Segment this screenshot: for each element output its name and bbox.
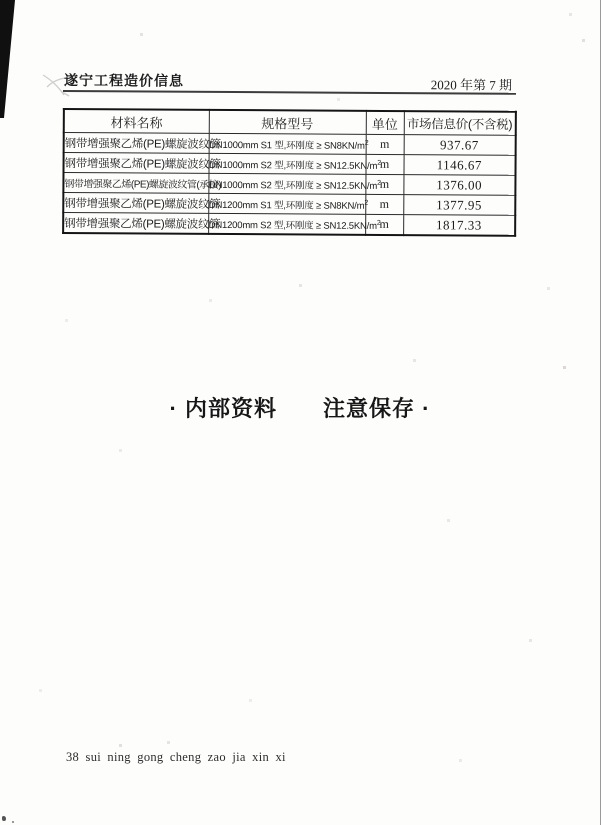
spec-cell	[208, 153, 381, 174]
column-header-price: 市场信息价(不含税)	[404, 111, 516, 135]
unit-cell: m	[365, 194, 403, 214]
material-name-cell: 钢带增强聚乙烯(PE)螺旋波纹管	[63, 193, 208, 214]
column-header-unit: 单位	[366, 111, 404, 135]
scan-speck	[12, 821, 14, 823]
spec-text: DN1000mm S2 型,环刚度 ≥ SN12.5KN/m	[209, 159, 378, 172]
table-row	[63, 193, 515, 216]
unit-cell: m	[365, 214, 403, 235]
price-cell: 1376.00	[403, 175, 515, 196]
unit-cell: m	[365, 154, 403, 174]
material-name-cell: 钢带增强聚乙烯(PE)螺旋波纹管	[64, 133, 209, 154]
spec-text: DN1200mm S1 型,环刚度 ≥ SN8KN/m	[208, 199, 365, 212]
table-row	[64, 133, 516, 156]
table-row	[63, 213, 515, 236]
spec-text: DN1000mm S2 型,环刚度 ≥ SN12.5KN/m	[208, 179, 378, 192]
spec-cell	[208, 173, 381, 194]
material-name-cell: 钢带增强聚乙烯(PE)螺旋波纹管	[63, 213, 208, 234]
spec-text: DN1200mm S2 型,环刚度 ≥ SN12.5KN/m	[208, 219, 377, 232]
material-name-cell: 钢带增强聚乙烯(PE)螺旋波纹管(承接)	[63, 173, 208, 194]
page-title: 遂宁工程造价信息	[64, 72, 185, 89]
table-row	[63, 173, 515, 196]
column-header-spec: 规格型号	[209, 110, 366, 134]
price-cell: 937.67	[404, 135, 516, 156]
spec-cell	[208, 193, 369, 214]
spec-superscript: 2	[377, 159, 381, 167]
price-cell: 1377.95	[403, 195, 515, 216]
material-price-table	[62, 108, 517, 237]
spec-superscript: 2	[377, 179, 381, 187]
column-header-material: 材料名称	[64, 109, 209, 133]
material-name-cell: 钢带增强聚乙烯(PE)螺旋波纹管	[63, 153, 208, 174]
spec-cell	[208, 213, 381, 234]
spec-text: DN1000mm S1 型,环刚度 ≥ SN8KN/m	[209, 139, 365, 152]
unit-cell: m	[365, 174, 403, 194]
price-cell: 1146.67	[403, 155, 515, 176]
header-and-table-block	[0, 0, 601, 303]
issue-label: 2020 年第 7 期	[430, 77, 513, 93]
spec-superscript: 2	[364, 139, 369, 147]
price-cell: 1817.33	[403, 215, 515, 236]
table-row	[63, 153, 515, 176]
spec-superscript: 2	[376, 219, 381, 227]
scan-speck	[2, 816, 6, 821]
spec-superscript: 2	[364, 199, 369, 207]
spec-cell	[209, 133, 369, 154]
page-footer-pinyin: 38 sui ning gong cheng zao jia xin xi	[66, 750, 286, 764]
internal-material-notice: · 内部资料 注意保存 ·	[169, 396, 431, 421]
unit-cell: m	[366, 134, 404, 154]
table-header-row	[64, 109, 516, 135]
